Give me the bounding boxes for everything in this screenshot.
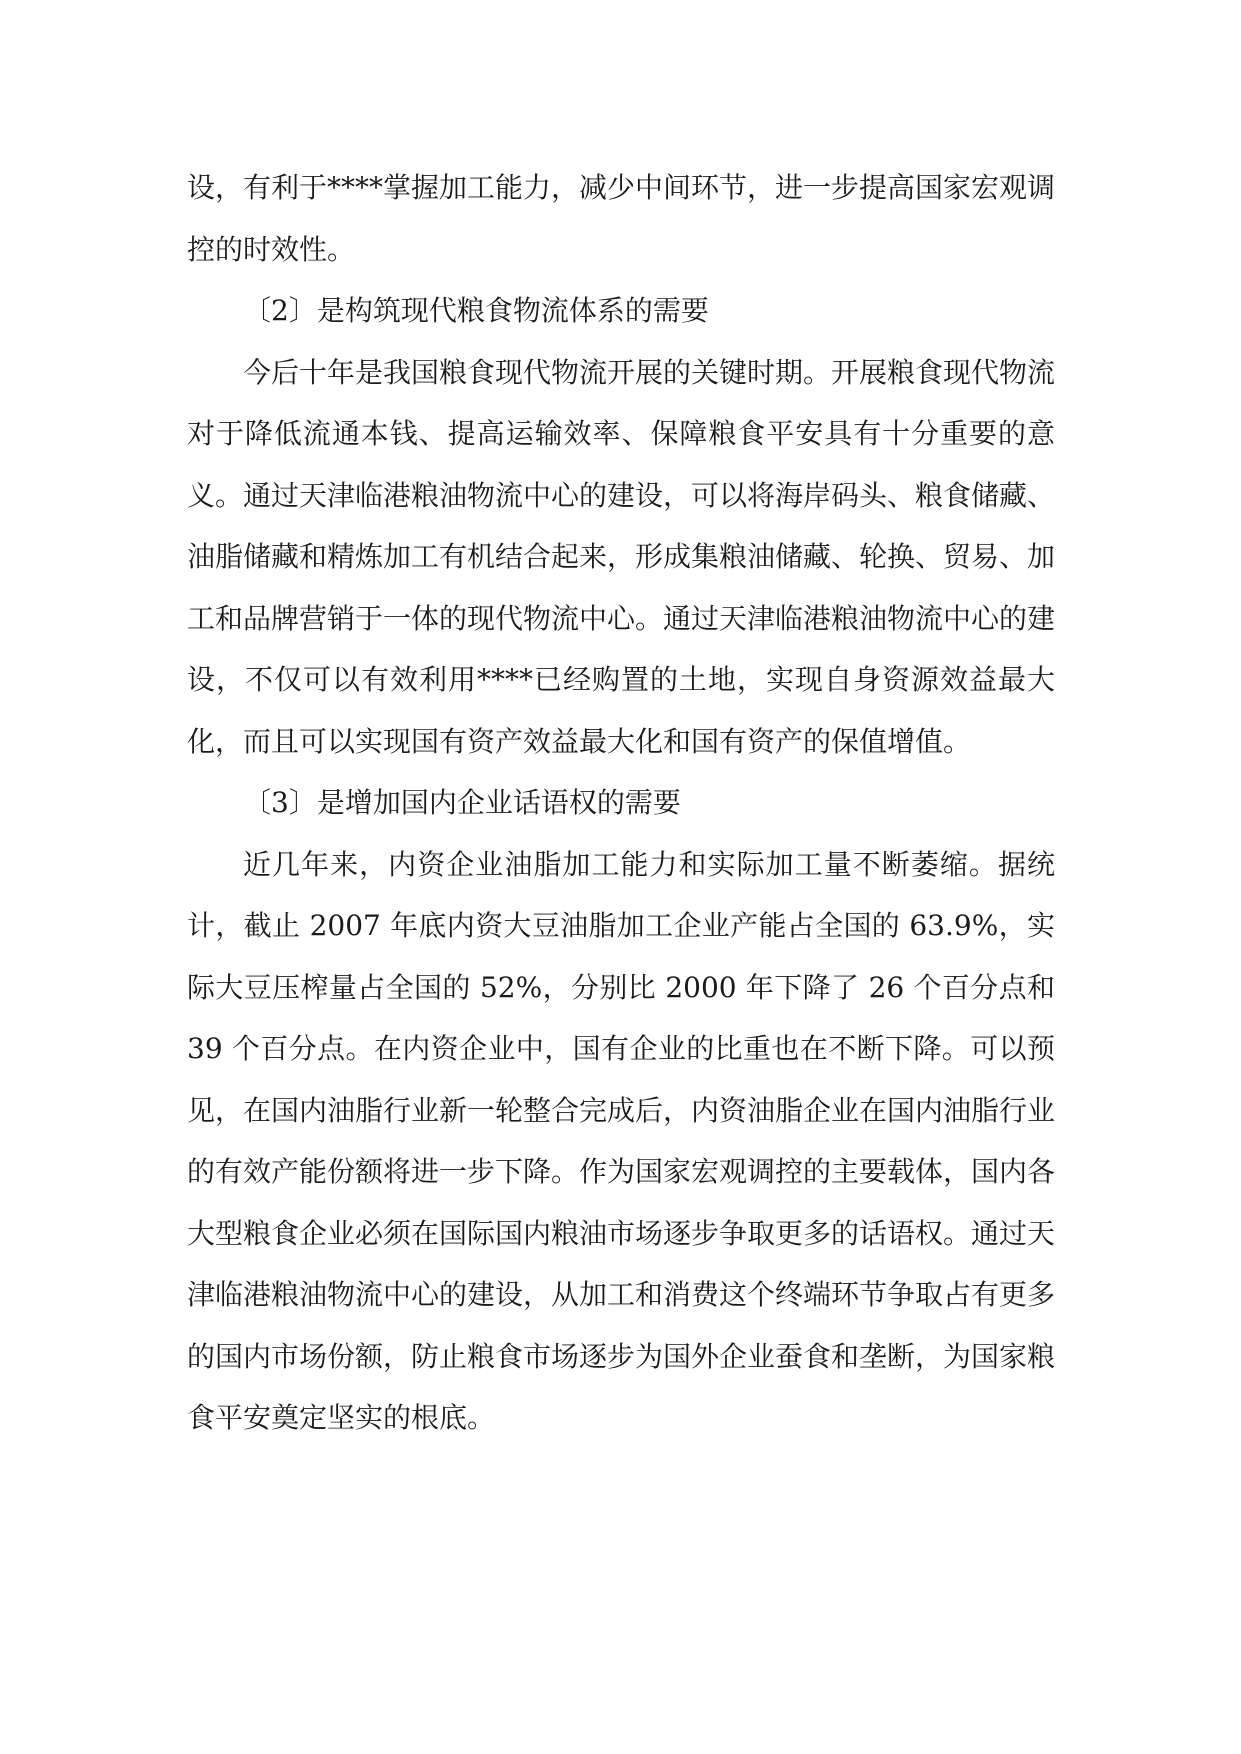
paragraph-logistics: 今后十年是我国粮食现代物流开展的关键时期。开展粮食现代物流对于降低流通本钱、提高运输效率、保障粮食平安具有十分重要的意义。通过天津临港粮油物流中心的建设，可以将海岸码头、粮食储藏、油脂储藏和精炼加工有机结合起来，形成集粮油储藏、轮换、贸易、加工和品牌营销于一体的现代物流中心。通过天津临港粮油物流中心的建设，不仅可以有效利用****已经购置的土地，实现自身资源效益最大化，而且可以实现国有资产效益最大化和国有资产的保值增值。 (187, 355, 1056, 758)
section-heading-2: 〔2〕是构筑现代粮食物流体系的需要 (243, 294, 709, 327)
paragraph-market-share: 近几年来，内资企业油脂加工能力和实际加工量不断萎缩。据统计，截止 2007 年底内资大豆油脂加工企业产能占全国的 63.9%，实际大豆压榨量占全国的 52%，分别比 2000 年下降了 26 个百分点和 39 个百分点。在内资企业中，国有企业的比重也在不断下降。可以预见，在国内油脂行业新一轮整合完成后，内资油脂企业在国内油脂行业的有效产能份额将进一步下降。作为国家宏观调控的主要载体，国内各大型粮食企业必须在国际国内粮油市场逐步争取更多的话语权。通过天津临港粮油物流中心的建设，从加工和消费这个终端环节争取占有更多的国内市场份额，防止粮食市场逐步为国外企业蚕食和垄断，为国家粮食平安奠定坚实的根底。 (187, 847, 1056, 1434)
paragraph-continuation: 设，有利于****掌握加工能力，减少中间环节，进一步提高国家宏观调控的时效性。 (187, 171, 1056, 266)
document-body (187, 157, 1055, 1449)
section-heading-3: 〔3〕是增加国内企业话语权的需要 (243, 786, 681, 819)
